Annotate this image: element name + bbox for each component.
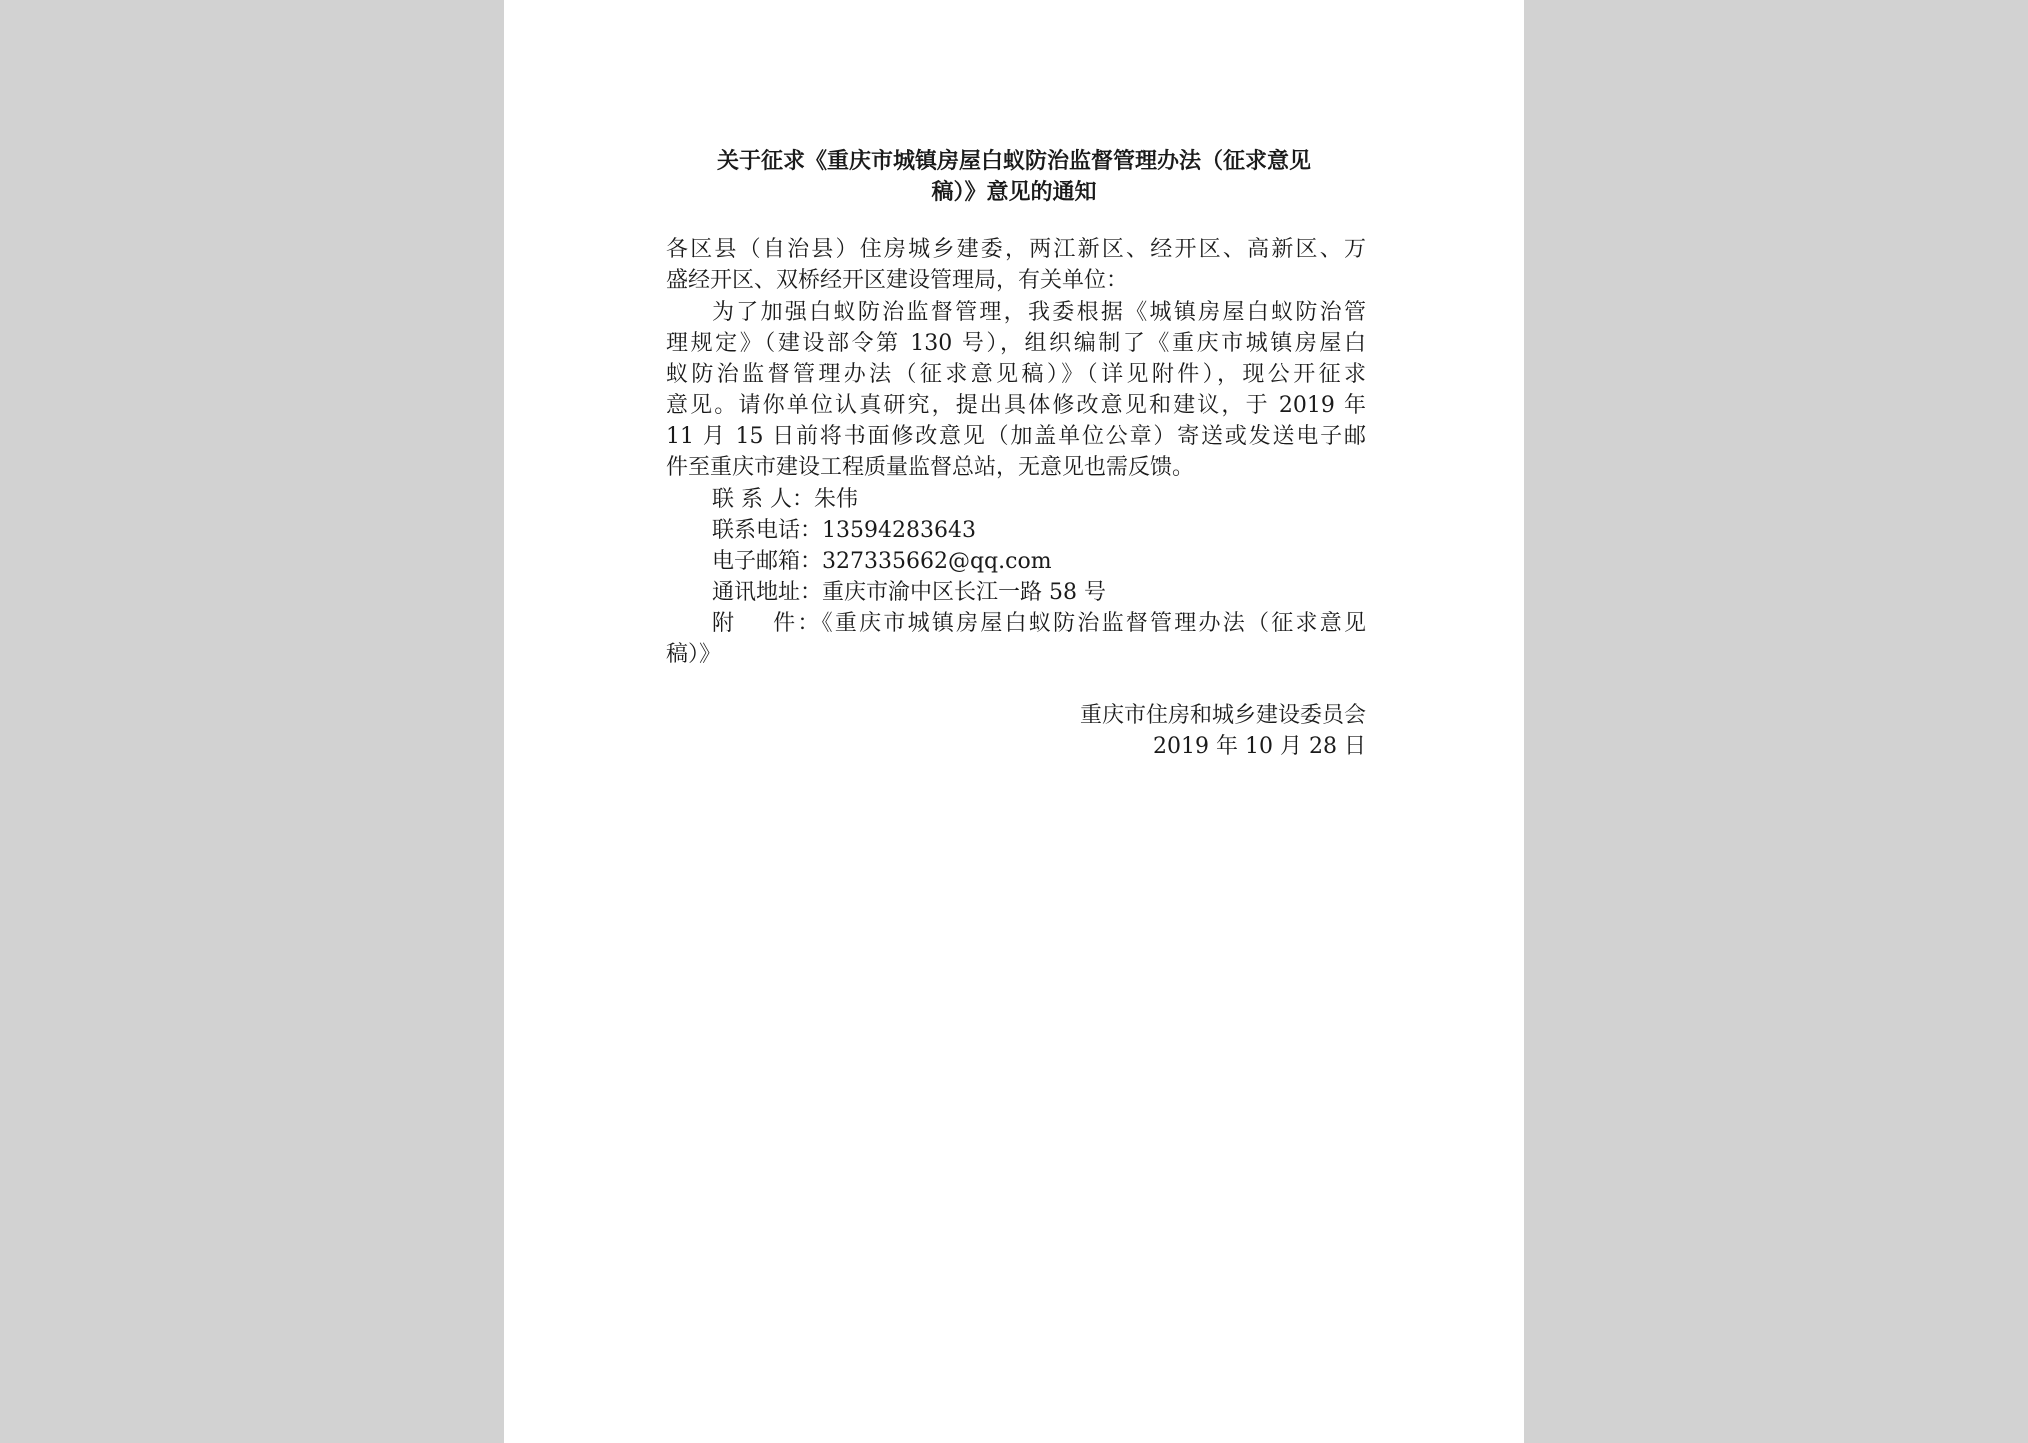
issuer-signature: 重庆市住房和城乡建设委员会 (1079, 703, 1366, 728)
body-line-2: 理规定》（建设部令第 130 号），组织编制了《重庆市城镇房屋白 (666, 331, 1366, 356)
body-line-5: 11 月 15 日前将书面修改意见（加盖单位公章）寄送或发送电子邮 (666, 424, 1366, 449)
issue-date: 2019 年 10 月 28 日 (1153, 734, 1366, 759)
salutation-line-1: 各区县（自治县）住房城乡建委，两江新区、经开区、高新区、万 (666, 237, 1366, 262)
document-page (504, 0, 1524, 1443)
salutation-line-2: 盛经开区、双桥经开区建设管理局，有关单位： (666, 268, 1129, 293)
contact-person: 联 系 人：朱伟 (712, 487, 858, 512)
contact-address: 通讯地址：重庆市渝中区长江一路 58 号 (712, 580, 1106, 605)
contact-phone: 联系电话：13594283643 (712, 518, 976, 543)
contact-email: 电子邮箱：327335662@qq.com (712, 549, 1052, 574)
notice-title-line-1: 关于征求《重庆市城镇房屋白蚁防治监督管理办法（征求意见 (716, 148, 1311, 174)
body-line-1: 为了加强白蚁防治监督管理，我委根据《城镇房屋白蚁防治管 (712, 300, 1366, 325)
body-line-6: 件至重庆市建设工程质量监督总站，无意见也需反馈。 (666, 455, 1195, 480)
attachment-line-1: 附 件：《重庆市城镇房屋白蚁防治监督管理办法（征求意见 (712, 611, 1366, 636)
attachment-line-2: 稿）》 (666, 642, 722, 667)
body-line-3: 蚁防治监督管理办法（征求意见稿）》（详见附件），现公开征求 (666, 362, 1366, 387)
body-line-4: 意见。请你单位认真研究，提出具体修改意见和建议，于 2019 年 (666, 393, 1366, 418)
notice-title-line-2: 稿）》意见的通知 (931, 179, 1097, 205)
